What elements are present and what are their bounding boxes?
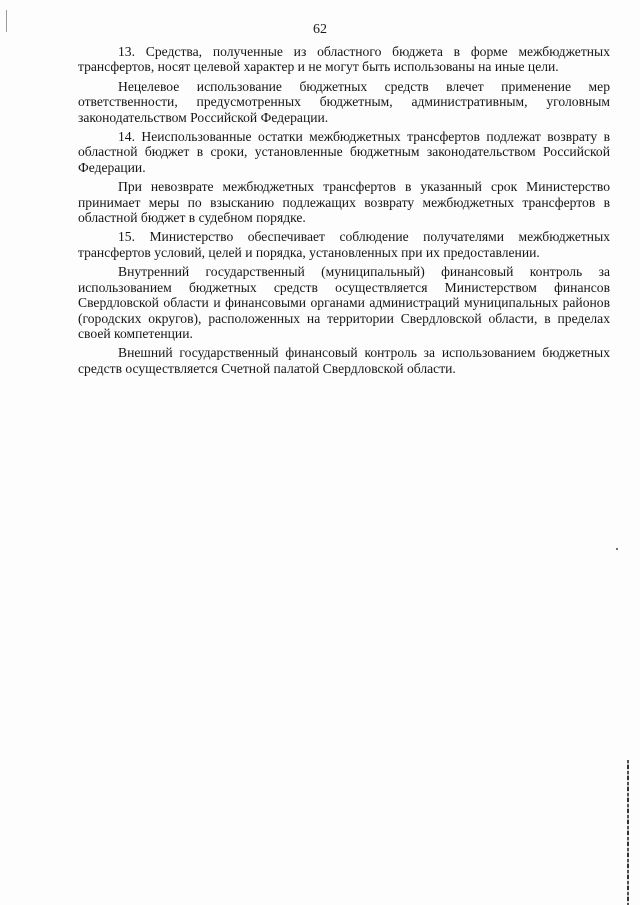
paragraph-external-control: Внешний государственный финансовый контроль за использованием бюджетных средств осуществляется Счетной палатой Свердловской области.: [78, 345, 610, 376]
scan-artifact-dot: [616, 548, 618, 550]
paragraph-internal-control: Внутренний государственный (муниципальный) финансовый контроль за использованием бюджетных средств осуществляется Министерством финансов Свердловской области и финансовыми органами администраций муниципальных районов (городских округов), расположенных на территории Свердловской области, в пределах своей компетенции.: [78, 264, 610, 341]
paragraph-15: 15. Министерство обеспечивает соблюдение получателями межбюджетных трансфертов условий, целей и порядка, установленных при их предоставлении.: [78, 229, 610, 260]
paragraph-14: 14. Неиспользованные остатки межбюджетных трансфертов подлежат возврату в областной бюджет в сроки, установленные бюджетным законодательством Российской Федерации.: [78, 129, 610, 175]
document-body: [78, 44, 610, 380]
paragraph-misuse-liability: Нецелевое использование бюджетных средств влечет применение мер ответственности, предусмотренных бюджетным, административным, уголовным законодательством Российской Федерации.: [78, 78, 610, 125]
scan-artifact-right-edge: [627, 760, 629, 905]
page-number: 62: [313, 22, 327, 37]
paragraph-13: 13. Средства, полученные из областного бюджета в форме межбюджетных трансфертов, носят целевой характер и не могут быть использованы на иные цели.: [78, 44, 610, 75]
paragraph-non-return: При невозврате межбюджетных трансфертов в указанный срок Министерство принимает меры по взысканию подлежащих возврату межбюджетных трансфертов в областной бюджет в судебном порядке.: [78, 179, 610, 226]
